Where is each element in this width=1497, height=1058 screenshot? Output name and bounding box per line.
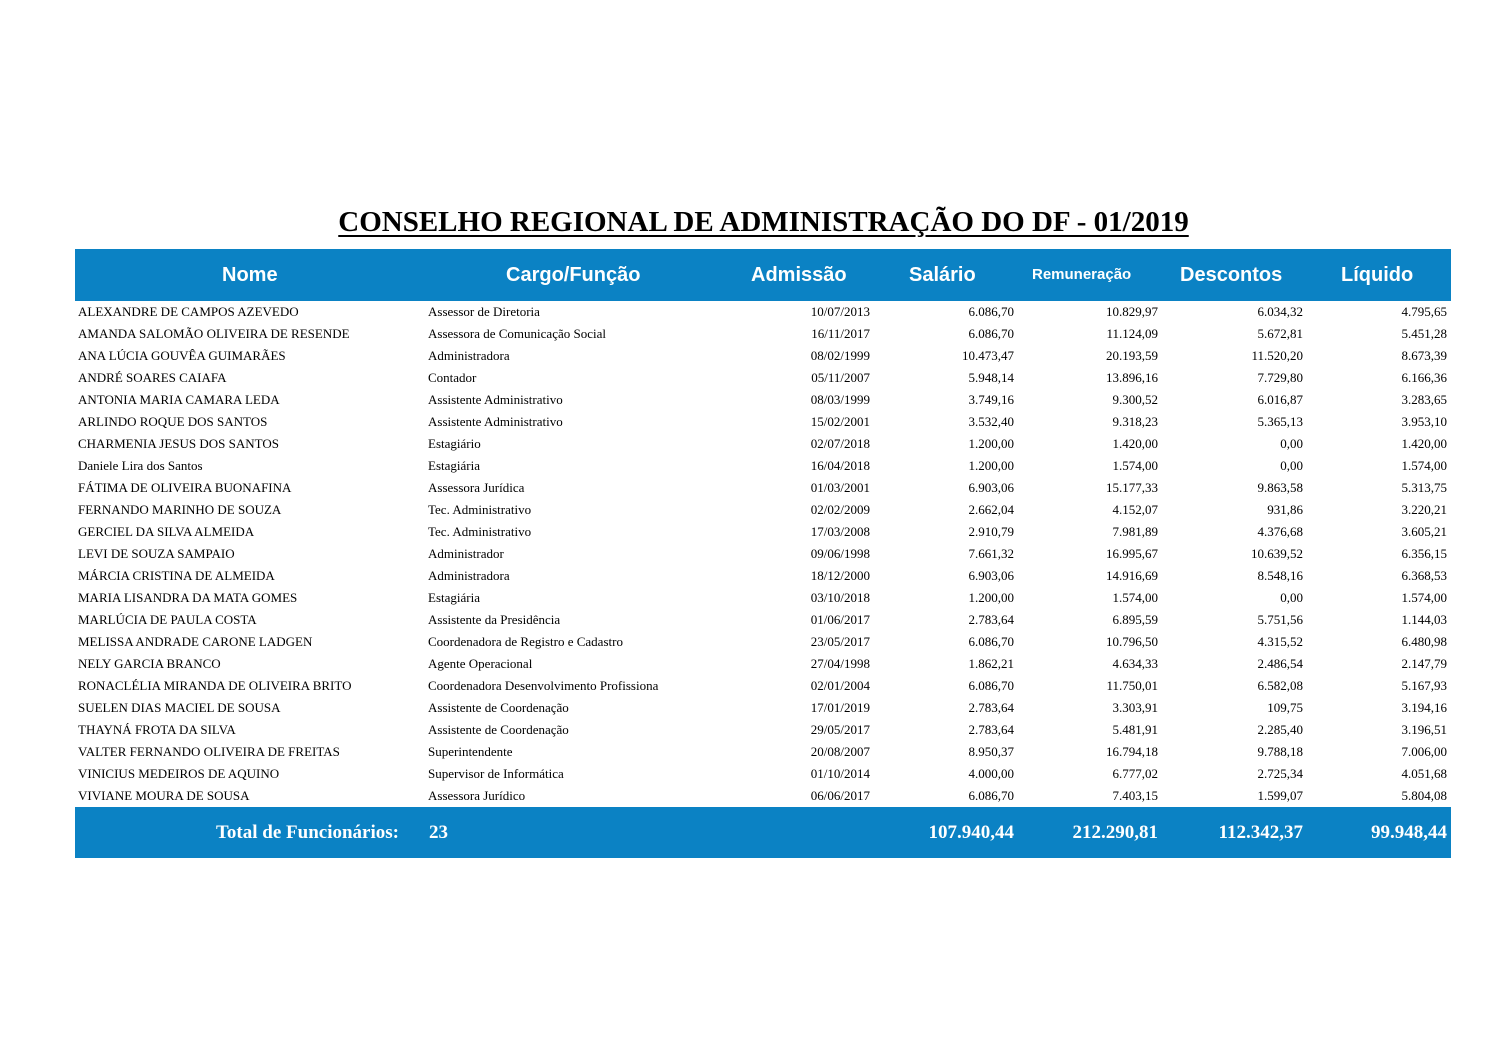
cell-descontos: 0,00 (1280, 590, 1303, 605)
footer-total-count: 23 (429, 822, 448, 843)
table-row (75, 367, 1451, 389)
cell-nome: ANA LÚCIA GOUVÊA GUIMARÃES (78, 348, 286, 363)
cell-descontos: 0,00 (1280, 458, 1303, 473)
cell-salario: 6.086,70 (968, 304, 1014, 319)
table-row (75, 499, 1451, 521)
cell-cargo: Assistente de Coordenação (428, 722, 569, 737)
cell-liquido: 4.051,68 (1401, 766, 1447, 781)
cell-admissao: 06/06/2017 (810, 788, 870, 803)
table-row (75, 675, 1451, 697)
cell-nome: ARLINDO ROQUE DOS SANTOS (78, 414, 268, 429)
table-row (75, 631, 1451, 653)
cell-admissao: 01/03/2001 (810, 480, 870, 495)
cell-nome: MÁRCIA CRISTINA DE ALMEIDA (78, 568, 275, 583)
cell-nome: ANTONIA MARIA CAMARA LEDA (78, 392, 280, 407)
cell-descontos: 1.599,07 (1257, 788, 1303, 803)
cell-descontos: 4.315,52 (1257, 634, 1303, 649)
cell-remuneracao: 15.177,33 (1106, 480, 1158, 495)
cell-salario: 1.200,00 (968, 458, 1014, 473)
cell-descontos: 0,00 (1280, 436, 1303, 451)
cell-remuneracao: 1.420,00 (1112, 436, 1158, 451)
cell-descontos: 4.376,68 (1257, 524, 1303, 539)
cell-liquido: 5.313,75 (1401, 480, 1447, 495)
cell-remuneracao: 10.796,50 (1106, 634, 1158, 649)
cell-remuneracao: 16.995,67 (1106, 546, 1158, 561)
cell-cargo: Administrador (428, 546, 504, 561)
cell-cargo: Superintendente (428, 744, 513, 759)
table-row (75, 301, 1451, 323)
header-descontos: Descontos (1180, 264, 1283, 286)
cell-salario: 2.783,64 (968, 700, 1014, 715)
table-row (75, 323, 1451, 345)
cell-salario: 8.950,37 (968, 744, 1014, 759)
cell-admissao: 08/02/1999 (810, 348, 870, 363)
table-row (75, 455, 1451, 477)
cell-liquido: 1.144,03 (1401, 612, 1447, 627)
cell-admissao: 16/11/2017 (811, 326, 870, 341)
cell-nome: ANDRÉ SOARES CAIAFA (78, 370, 227, 385)
cell-remuneracao: 9.300,52 (1112, 392, 1158, 407)
cell-nome: FÁTIMA DE OLIVEIRA BUONAFINA (78, 480, 292, 495)
table-row (75, 785, 1451, 807)
header-nome: Nome (222, 264, 278, 286)
cell-cargo: Assistente Administrativo (428, 392, 563, 407)
cell-nome: RONACLÉLIA MIRANDA DE OLIVEIRA BRITO (78, 678, 352, 693)
table-row (75, 521, 1451, 543)
cell-salario: 7.661,32 (968, 546, 1014, 561)
cell-nome: VINICIUS MEDEIROS DE AQUINO (78, 766, 280, 781)
cell-admissao: 27/04/1998 (810, 656, 870, 671)
cell-salario: 5.948,14 (968, 370, 1014, 385)
table-row (75, 433, 1451, 455)
cell-cargo: Agente Operacional (428, 656, 533, 671)
cell-nome: MELISSA ANDRADE CARONE LADGEN (78, 634, 313, 649)
cell-cargo: Administradora (428, 348, 510, 363)
cell-nome: AMANDA SALOMÃO OLIVEIRA DE RESENDE (78, 326, 350, 341)
cell-descontos: 931,86 (1267, 502, 1303, 517)
footer-total-remuneracao: 212.290,81 (1072, 822, 1158, 843)
cell-descontos: 6.016,87 (1257, 392, 1303, 407)
cell-remuneracao: 10.829,97 (1106, 304, 1158, 319)
cell-admissao: 10/07/2013 (810, 304, 870, 319)
cell-nome: ALEXANDRE DE CAMPOS AZEVEDO (78, 304, 299, 319)
cell-remuneracao: 11.124,09 (1106, 326, 1158, 341)
cell-salario: 3.532,40 (968, 414, 1014, 429)
employee-table-body (75, 301, 1451, 807)
cell-salario: 1.862,21 (968, 656, 1014, 671)
cell-admissao: 02/01/2004 (810, 678, 870, 693)
cell-remuneracao: 20.193,59 (1106, 348, 1158, 363)
cell-nome: MARIA LISANDRA DA MATA GOMES (78, 590, 298, 605)
header-liquido: Líquido (1341, 264, 1414, 286)
cell-liquido: 1.574,00 (1401, 458, 1447, 473)
table-row (75, 565, 1451, 587)
cell-admissao: 05/11/2007 (811, 370, 870, 385)
cell-admissao: 03/10/2018 (810, 590, 870, 605)
cell-cargo: Assistente de Coordenação (428, 700, 569, 715)
cell-admissao: 29/05/2017 (810, 722, 870, 737)
cell-salario: 2.783,64 (968, 612, 1014, 627)
cell-liquido: 1.574,00 (1401, 590, 1447, 605)
cell-liquido: 1.420,00 (1401, 436, 1447, 451)
cell-remuneracao: 1.574,00 (1112, 590, 1158, 605)
cell-admissao: 08/03/1999 (810, 392, 870, 407)
cell-admissao: 16/04/2018 (810, 458, 870, 473)
cell-liquido: 2.147,79 (1401, 656, 1447, 671)
table-row (75, 543, 1451, 565)
cell-liquido: 7.006,00 (1401, 744, 1447, 759)
cell-nome: MARLÚCIA DE PAULA COSTA (78, 612, 257, 627)
cell-descontos: 2.486,54 (1257, 656, 1303, 671)
header-remuneracao: Remuneração (1032, 266, 1132, 283)
cell-nome: GERCIEL DA SILVA ALMEIDA (78, 524, 255, 539)
cell-cargo: Assessora Jurídica (428, 480, 525, 495)
cell-liquido: 5.451,28 (1401, 326, 1447, 341)
cell-salario: 6.903,06 (968, 568, 1014, 583)
table-header (75, 249, 1451, 301)
cell-liquido: 6.356,15 (1401, 546, 1447, 561)
cell-nome: VIVIANE MOURA DE SOUSA (78, 788, 250, 803)
cell-admissao: 23/05/2017 (810, 634, 870, 649)
footer-total-salario: 107.940,44 (928, 822, 1014, 843)
cell-salario: 6.086,70 (968, 788, 1014, 803)
cell-admissao: 09/06/1998 (810, 546, 870, 561)
cell-descontos: 109,75 (1267, 700, 1303, 715)
cell-nome: LEVI DE SOUZA SAMPAIO (78, 546, 235, 561)
cell-remuneracao: 9.318,23 (1112, 414, 1158, 429)
cell-cargo: Assessora de Comunicação Social (428, 326, 606, 341)
cell-cargo: Assistente da Presidência (428, 612, 561, 627)
cell-remuneracao: 14.916,69 (1106, 568, 1158, 583)
cell-liquido: 5.167,93 (1401, 678, 1447, 693)
cell-salario: 6.086,70 (968, 678, 1014, 693)
cell-descontos: 5.751,56 (1257, 612, 1303, 627)
cell-descontos: 2.285,40 (1257, 722, 1303, 737)
cell-descontos: 5.365,13 (1257, 414, 1303, 429)
cell-salario: 1.200,00 (968, 590, 1014, 605)
cell-remuneracao: 1.574,00 (1112, 458, 1158, 473)
cell-salario: 2.783,64 (968, 722, 1014, 737)
cell-liquido: 6.368,53 (1401, 568, 1447, 583)
cell-admissao: 17/01/2019 (810, 700, 870, 715)
cell-salario: 3.749,16 (968, 392, 1014, 407)
cell-cargo: Coordenadora Desenvolvimento Profissiona (428, 678, 659, 693)
cell-nome: CHARMENIA JESUS DOS SANTOS (78, 436, 279, 451)
cell-descontos: 10.639,52 (1251, 546, 1303, 561)
cell-admissao: 02/02/2009 (810, 502, 870, 517)
cell-cargo: Estagiário (428, 436, 481, 451)
table-row (75, 389, 1451, 411)
cell-liquido: 3.605,21 (1401, 524, 1447, 539)
cell-remuneracao: 7.981,89 (1112, 524, 1158, 539)
cell-liquido: 5.804,08 (1401, 788, 1447, 803)
footer-total-descontos: 112.342,37 (1218, 822, 1303, 843)
header-cargo: Cargo/Função (506, 264, 641, 286)
cell-nome: NELY GARCIA BRANCO (78, 656, 221, 671)
cell-remuneracao: 4.152,07 (1112, 502, 1158, 517)
cell-descontos: 6.582,08 (1257, 678, 1303, 693)
cell-liquido: 3.196,51 (1401, 722, 1447, 737)
cell-cargo: Assistente Administrativo (428, 414, 563, 429)
cell-descontos: 6.034,32 (1257, 304, 1303, 319)
table-row (75, 609, 1451, 631)
cell-descontos: 5.672,81 (1257, 326, 1303, 341)
cell-cargo: Supervisor de Informática (428, 766, 564, 781)
cell-cargo: Assessor de Diretoria (428, 304, 540, 319)
table-row (75, 653, 1451, 675)
cell-remuneracao: 6.895,59 (1112, 612, 1158, 627)
cell-salario: 4.000,00 (968, 766, 1014, 781)
cell-remuneracao: 6.777,02 (1112, 766, 1158, 781)
header-admissao: Admissão (751, 264, 847, 286)
cell-salario: 6.086,70 (968, 326, 1014, 341)
footer-total-label: Total de Funcionários: (216, 822, 399, 843)
cell-remuneracao: 7.403,15 (1112, 788, 1158, 803)
cell-liquido: 6.166,36 (1401, 370, 1447, 385)
cell-nome: SUELEN DIAS MACIEL DE SOUSA (78, 700, 281, 715)
cell-cargo: Contador (428, 370, 477, 385)
cell-descontos: 8.548,16 (1257, 568, 1303, 583)
cell-nome: Daniele Lira dos Santos (78, 458, 203, 473)
cell-remuneracao: 11.750,01 (1106, 678, 1158, 693)
table-row (75, 477, 1451, 499)
cell-remuneracao: 5.481,91 (1112, 722, 1158, 737)
table-row (75, 411, 1451, 433)
cell-cargo: Coordenadora de Registro e Cadastro (428, 634, 623, 649)
cell-descontos: 2.725,34 (1257, 766, 1303, 781)
cell-remuneracao: 4.634,33 (1112, 656, 1158, 671)
cell-salario: 10.473,47 (962, 348, 1014, 363)
cell-cargo: Administradora (428, 568, 510, 583)
cell-cargo: Assessora Jurídico (428, 788, 526, 803)
table-row (75, 741, 1451, 763)
cell-nome: FERNANDO MARINHO DE SOUZA (78, 502, 282, 517)
cell-liquido: 3.283,65 (1401, 392, 1447, 407)
cell-admissao: 02/07/2018 (810, 436, 870, 451)
cell-admissao: 01/06/2017 (810, 612, 870, 627)
cell-admissao: 18/12/2000 (810, 568, 870, 583)
cell-admissao: 17/03/2008 (810, 524, 870, 539)
cell-liquido: 6.480,98 (1401, 634, 1447, 649)
cell-remuneracao: 3.303,91 (1112, 700, 1158, 715)
table-row (75, 345, 1451, 367)
cell-remuneracao: 16.794,18 (1106, 744, 1158, 759)
table-row (75, 719, 1451, 741)
cell-salario: 2.910,79 (968, 524, 1014, 539)
footer-total-liquido: 99.948,44 (1371, 822, 1447, 843)
table-row (75, 763, 1451, 785)
table-footer (75, 807, 1451, 858)
cell-cargo: Estagiária (428, 458, 480, 473)
cell-salario: 1.200,00 (968, 436, 1014, 451)
cell-liquido: 4.795,65 (1401, 304, 1447, 319)
cell-liquido: 3.953,10 (1401, 414, 1447, 429)
cell-descontos: 9.863,58 (1257, 480, 1303, 495)
cell-salario: 2.662,04 (968, 502, 1014, 517)
cell-salario: 6.086,70 (968, 634, 1014, 649)
cell-cargo: Tec. Administrativo (428, 502, 532, 517)
cell-descontos: 9.788,18 (1257, 744, 1303, 759)
cell-salario: 6.903,06 (968, 480, 1014, 495)
cell-liquido: 8.673,39 (1401, 348, 1447, 363)
cell-liquido: 3.194,16 (1401, 700, 1447, 715)
cell-liquido: 3.220,21 (1401, 502, 1447, 517)
cell-admissao: 15/02/2001 (810, 414, 870, 429)
table-row (75, 587, 1451, 609)
cell-nome: VALTER FERNANDO OLIVEIRA DE FREITAS (78, 744, 340, 759)
table-row (75, 697, 1451, 719)
cell-nome: THAYNÁ FROTA DA SILVA (78, 722, 236, 737)
cell-cargo: Tec. Administrativo (428, 524, 532, 539)
cell-remuneracao: 13.896,16 (1106, 370, 1158, 385)
cell-descontos: 11.520,20 (1251, 348, 1303, 363)
cell-cargo: Estagiária (428, 590, 480, 605)
report-title: CONSELHO REGIONAL DE ADMINISTRAÇÃO DO DF - 01/2019 (338, 206, 1189, 238)
cell-admissao: 01/10/2014 (810, 766, 870, 781)
header-salario: Salário (909, 264, 976, 286)
cell-admissao: 20/08/2007 (810, 744, 870, 759)
cell-descontos: 7.729,80 (1257, 370, 1303, 385)
